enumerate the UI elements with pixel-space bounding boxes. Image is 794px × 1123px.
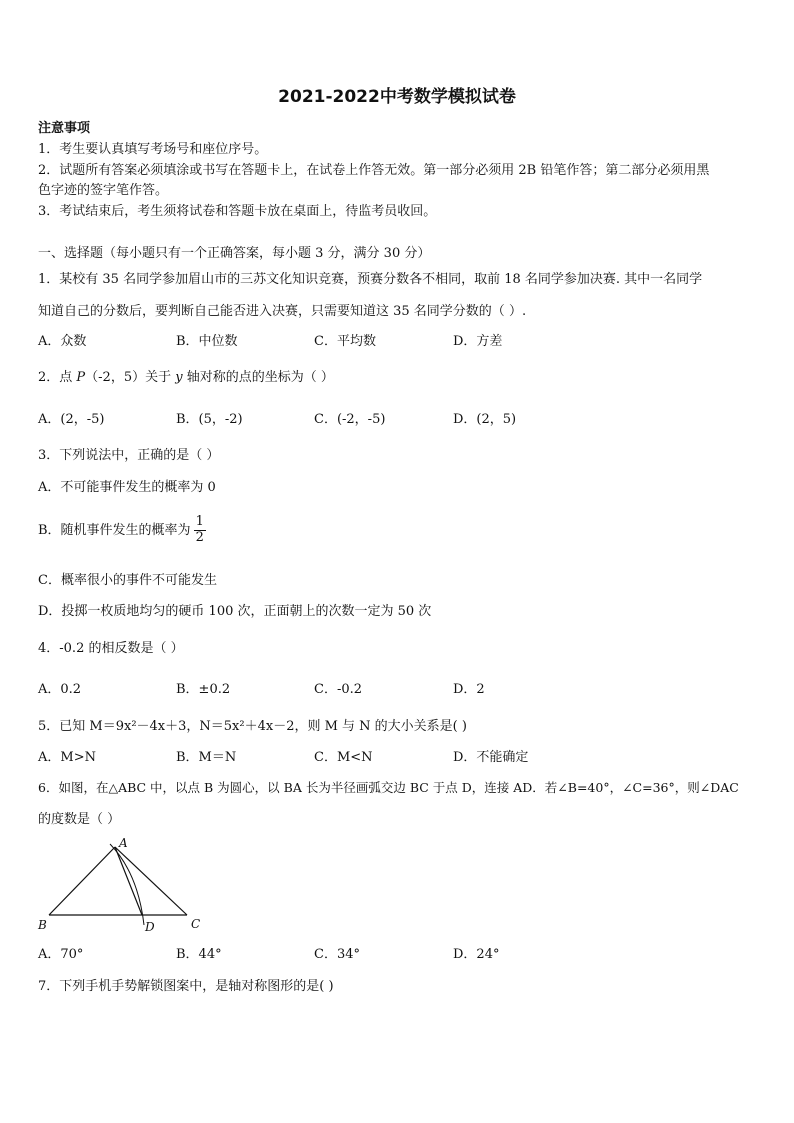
q2-option-d: D．(2，5): [453, 412, 517, 427]
label-c: C: [191, 917, 201, 931]
question-2-stem: 2．点 P（-2，5）关于 y 轴对称的点的坐标为（ ）: [38, 370, 334, 385]
question-1-line-2: 知道自己的分数后，要判断自己能否进入决赛，只需要知道这 35 名同学分数的（ ）.: [38, 304, 527, 319]
notice-item-3: 3．考试结束后，考生须将试卷和答题卡放在桌面上，待监考员收回。: [38, 204, 437, 219]
q1-option-d: D．方差: [453, 334, 503, 349]
side-ac: [115, 847, 187, 915]
q1-option-a: A．众数: [38, 334, 87, 349]
q2-option-c: C．(-2，-5): [314, 412, 386, 427]
q3-option-a: A．不可能事件发生的概率为 0: [38, 480, 216, 495]
q5-option-b: B．M＝N: [176, 750, 237, 765]
q6-option-a: A．70°: [38, 947, 84, 962]
question-7-stem: 7．下列手机手势解锁图案中，是轴对称图形的是( ): [38, 979, 334, 994]
arc-centered-b: [110, 844, 144, 925]
q6-option-c: C．34°: [314, 947, 360, 962]
q5-option-c: C．M<N: [314, 750, 373, 765]
notice-item-2-cont: 色字迹的签字笔作答。: [38, 183, 169, 198]
notice-item-2: 2．试题所有答案必须填涂或书写在答题卡上，在试卷上作答无效。第一部分必须用 2B 铅笔作答；第二部分必须用黑: [38, 163, 710, 178]
label-b: B: [38, 918, 47, 932]
q6-option-d: D．24°: [453, 947, 500, 962]
q1-option-c: C．平均数: [314, 334, 376, 349]
page-title: 2021-2022中考数学模拟试卷: [278, 87, 516, 107]
q4-option-b: B．±0.2: [176, 682, 231, 697]
fraction-one-half: $\frac{1}{2}$: [195, 514, 204, 545]
q2-option-b: B．(5，-2): [176, 412, 243, 427]
q3-option-d: D．投掷一枚质地均匀的硬币 100 次，正面朝上的次数一定为 50 次: [38, 604, 432, 619]
q1-option-b: B．中位数: [176, 334, 238, 349]
question-4-stem: 4．-0.2 的相反数是（ ）: [38, 641, 184, 656]
label-d: D: [145, 920, 155, 934]
triangle-figure: [30, 835, 220, 937]
q4-option-a: A．0.2: [38, 682, 82, 697]
q5-option-a: A．M>N: [38, 750, 96, 765]
notice-item-1: 1．考生要认真填写考场号和座位序号。: [38, 142, 268, 157]
q4-option-c: C．-0.2: [314, 682, 363, 697]
section-heading: 一、选择题（每小题只有一个正确答案，每小题 3 分，满分 30 分）: [38, 246, 431, 261]
side-ba: [49, 847, 115, 915]
question-3-stem: 3．下列说法中，正确的是（ ）: [38, 448, 220, 463]
label-a: A: [119, 836, 128, 850]
question-1-line-1: 1．某校有 35 名同学参加眉山市的三苏文化知识竞赛，预赛分数各不相同，取前 18 名同学参加决赛. 其中一名同学: [38, 272, 703, 287]
notice-heading: 注意事项: [38, 121, 91, 136]
q5-option-d: D．不能确定: [453, 750, 529, 765]
question-6-line-1: 6．如图，在△ABC 中，以点 B 为圆心，以 BA 长为半径画弧交边 BC 于点 D，连接 AD．若∠B=40°，∠C=36°，则∠DAC: [38, 780, 739, 795]
q3-option-b: B．随机事件发生的概率为 $\frac{1}{2}$: [38, 514, 204, 545]
q3-option-c: C．概率很小的事件不可能发生: [38, 573, 217, 588]
q6-option-b: B．44°: [176, 947, 222, 962]
question-6-line-2: 的度数是（ ）: [38, 812, 121, 827]
q4-option-d: D．2: [453, 682, 485, 697]
question-5-stem: 5．已知 M＝9x²－4x＋3，N＝5x²＋4x－2，则 M 与 N 的大小关系是( ): [38, 719, 467, 734]
q2-option-a: A．(2，-5): [38, 412, 105, 427]
segment-ad: [115, 847, 142, 915]
